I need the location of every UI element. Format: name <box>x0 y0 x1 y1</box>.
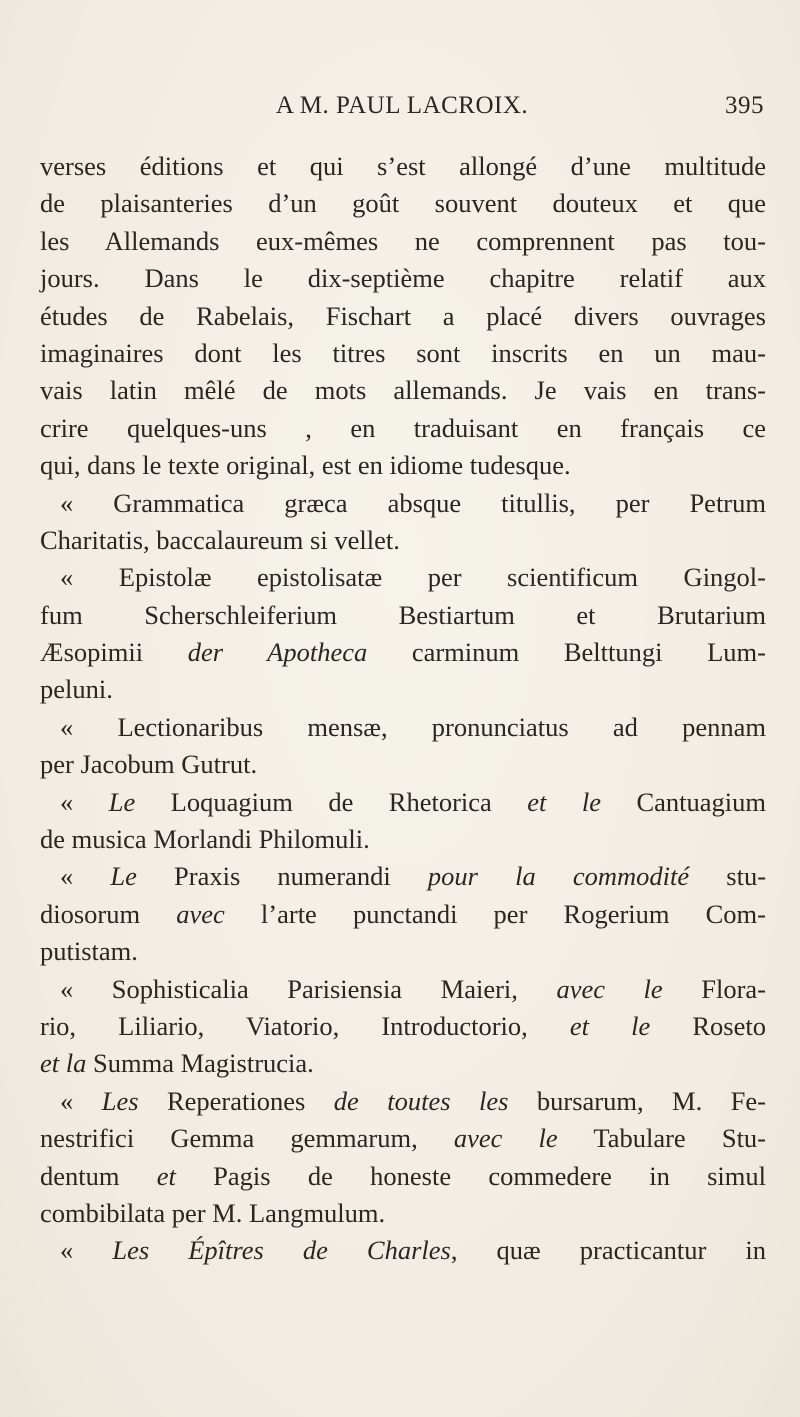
italic-text-segment: Les Épîtres de Charles <box>112 1235 451 1266</box>
text-line <box>40 784 766 821</box>
italic-text-segment: et la <box>40 1048 87 1079</box>
text-line <box>40 410 766 447</box>
text-segment: verses éditions et qui s’est allongé d’une multitude <box>40 151 766 181</box>
italic-text-segment: et <box>156 1160 176 1191</box>
text-segment: Cantuagium <box>601 786 767 817</box>
italic-text-segment: de toutes les <box>333 1085 509 1116</box>
text-line <box>40 522 766 559</box>
text-segment: jours. Dans le dix-septième chapitre relatif aux <box>40 263 766 294</box>
text-segment: combibilata per M. Langmulum. <box>40 1197 386 1228</box>
text-segment: vais latin mêlé de mots allemands. Je vais en trans- <box>40 375 766 406</box>
text-segment: putistam. <box>40 936 138 967</box>
text-line <box>40 634 766 671</box>
text-segment: rio, Liliario, Viatorio, Introductorio, <box>40 1010 570 1041</box>
text-segment: de musica Morlandi Philomuli. <box>40 824 370 855</box>
text-line <box>40 1008 766 1045</box>
text-line <box>40 148 766 185</box>
text-segment: l’arte punctandi per Rogerium Com- <box>224 898 766 929</box>
text-segment: bursarum, M. Fe- <box>508 1085 766 1116</box>
text-line <box>40 933 766 970</box>
text-line <box>40 821 766 858</box>
text-line <box>40 1045 766 1082</box>
text-segment: « Lectionaribus mensæ, pronunciatus ad pennam <box>60 711 766 742</box>
text-line <box>40 971 766 1008</box>
text-segment: dentum <box>40 1160 157 1191</box>
italic-text-segment: pour la commodité <box>427 861 690 892</box>
text-segment: , quæ practicantur in <box>450 1235 767 1266</box>
text-segment: Loquagium de Rhetorica <box>135 786 528 817</box>
text-segment: Flora- <box>662 973 766 1004</box>
text-line <box>40 335 766 372</box>
text-segment: Tabulare Stu- <box>557 1123 767 1154</box>
text-line <box>40 298 766 335</box>
body-text <box>40 148 766 1270</box>
text-line <box>40 185 766 222</box>
italic-text-segment: avec le <box>556 973 663 1004</box>
text-segment: Summa Magistrucia. <box>86 1048 314 1079</box>
text-line <box>40 858 766 895</box>
text-line <box>40 1158 766 1195</box>
page-number: 395 <box>725 92 764 119</box>
text-segment: les Allemands eux-mêmes ne comprennent pas tou- <box>40 225 766 256</box>
text-segment: nestrifici Gemma gemmarum, <box>40 1123 454 1154</box>
text-segment: « <box>60 1085 102 1116</box>
text-line <box>40 447 766 484</box>
text-segment: « <box>60 786 109 817</box>
italic-text-segment: et le <box>569 1010 651 1041</box>
text-segment: Praxis numerandi <box>136 861 428 892</box>
text-segment: carminum Belttungi Lum- <box>367 637 766 668</box>
text-line <box>40 709 766 746</box>
text-line <box>40 1195 766 1232</box>
text-segment: Charitatis, baccalaureum si vellet. <box>40 524 400 555</box>
text-line <box>40 597 766 634</box>
text-segment: qui, dans le texte original, est en idiome tudesque. <box>40 450 571 481</box>
text-segment: Pagis de honeste commedere in simul <box>175 1160 766 1191</box>
text-segment: « Sophisticalia Parisiensia Maieri, <box>60 973 557 1004</box>
text-line <box>40 260 766 297</box>
text-segment: diosorum <box>40 898 177 929</box>
text-segment: Æsopimii <box>40 637 188 668</box>
text-segment: per Jacobum Gutrut. <box>40 749 258 780</box>
text-segment: crire quelques-uns , en traduisant en français ce <box>40 412 766 443</box>
italic-text-segment: avec <box>176 898 225 929</box>
text-line <box>40 372 766 409</box>
text-segment: études de Rabelais, Fischart a placé divers ouvrages <box>40 300 766 331</box>
italic-text-segment: der Apotheca <box>187 637 368 668</box>
text-segment: « Grammatica græca absque titullis, per Petrum <box>60 487 766 518</box>
text-line <box>40 1083 766 1120</box>
text-line <box>40 1232 766 1269</box>
text-segment: de plaisanteries d’un goût souvent douteux et que <box>40 188 766 219</box>
text-line <box>40 559 766 596</box>
italic-text-segment: Le <box>110 861 137 892</box>
text-segment: Reperationes <box>138 1085 334 1116</box>
text-line <box>40 896 766 933</box>
text-line <box>40 746 766 783</box>
text-line <box>40 223 766 260</box>
italic-text-segment: Le <box>108 786 136 817</box>
italic-text-segment: Les <box>101 1085 139 1116</box>
text-line <box>40 671 766 708</box>
text-segment: « Epistolæ epistolisatæ per scientificum Gingol- <box>60 562 766 593</box>
italic-text-segment: et le <box>527 786 601 817</box>
text-segment: peluni. <box>40 674 113 705</box>
text-segment: Roseto <box>650 1010 766 1041</box>
text-segment: imaginaires dont les titres sont inscrits en un mau- <box>40 337 766 368</box>
text-segment: « <box>60 861 111 892</box>
running-title: A M. PAUL LACROIX. <box>275 92 529 119</box>
text-line <box>40 485 766 522</box>
text-segment: « <box>60 1235 113 1266</box>
text-segment: stu- <box>689 861 767 892</box>
italic-text-segment: avec le <box>453 1123 558 1154</box>
text-line <box>40 1120 766 1157</box>
running-header <box>40 92 764 132</box>
text-segment: fum Scherschleiferium Bestiartum et Brutarium <box>40 599 766 630</box>
